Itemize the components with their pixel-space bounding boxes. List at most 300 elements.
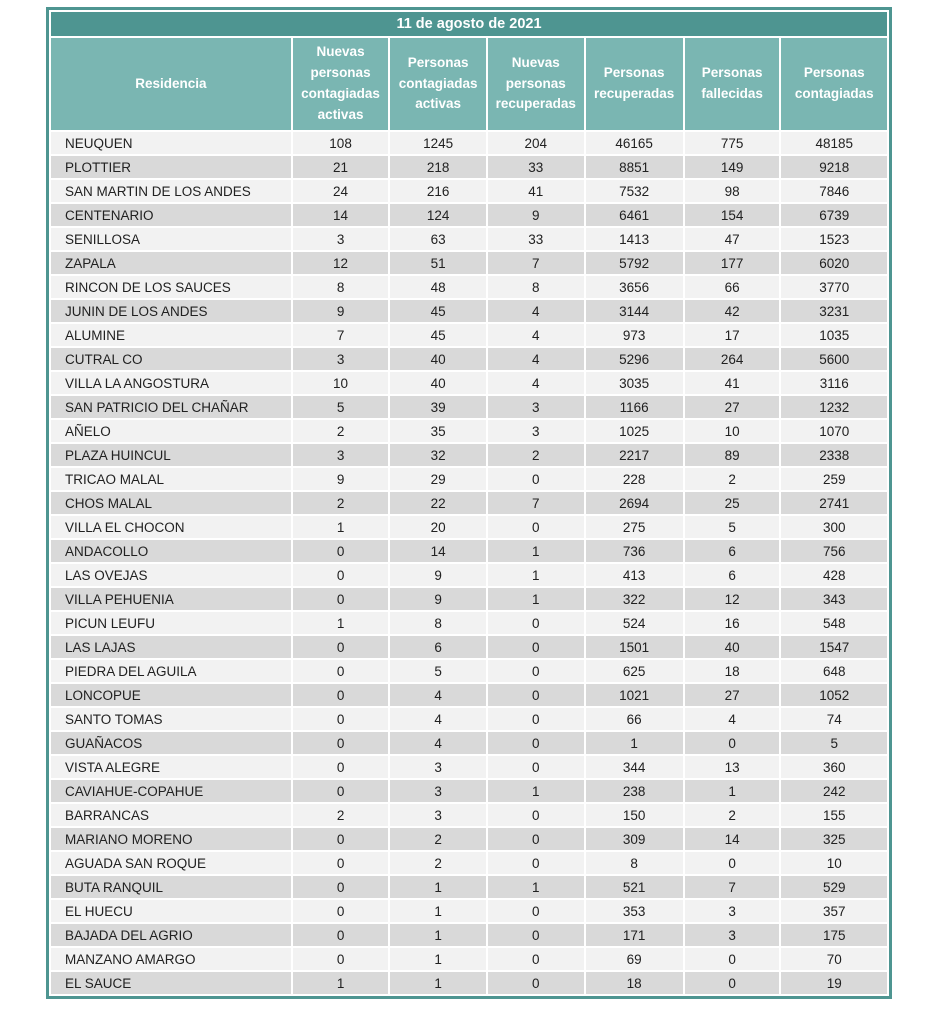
value-cell: 4 (488, 348, 584, 370)
residencia-cell: SANTO TOMAS (51, 708, 291, 730)
value-cell: 2 (488, 444, 584, 466)
value-cell: 7 (488, 492, 584, 514)
value-cell: 1501 (586, 636, 683, 658)
table-row (51, 900, 887, 922)
value-cell: 1 (390, 972, 486, 994)
residencia-cell: LONCOPUE (51, 684, 291, 706)
value-cell: 756 (781, 540, 887, 562)
residencia-cell: EL HUECU (51, 900, 291, 922)
residencia-cell: NEUQUEN (51, 132, 291, 154)
value-cell: 1 (685, 780, 780, 802)
value-cell: 1021 (586, 684, 683, 706)
residencia-cell: GUAÑACOS (51, 732, 291, 754)
value-cell: 1413 (586, 228, 683, 250)
value-cell: 1245 (390, 132, 486, 154)
value-cell: 0 (488, 636, 584, 658)
value-cell: 63 (390, 228, 486, 250)
value-cell: 0 (293, 564, 389, 586)
residencia-cell: CHOS MALAL (51, 492, 291, 514)
value-cell: 3 (390, 780, 486, 802)
value-cell: 1 (293, 516, 389, 538)
value-cell: 360 (781, 756, 887, 778)
value-cell: 9 (293, 300, 389, 322)
table-row (51, 300, 887, 322)
value-cell: 4 (390, 708, 486, 730)
value-cell: 0 (488, 900, 584, 922)
value-cell: 7532 (586, 180, 683, 202)
value-cell: 4 (685, 708, 780, 730)
value-cell: 1 (488, 588, 584, 610)
value-cell: 3 (685, 924, 780, 946)
value-cell: 2 (685, 468, 780, 490)
column-header-personas-contagiadas-activas: Personas contagiadas activas (390, 38, 486, 130)
value-cell: 1035 (781, 324, 887, 346)
residencia-cell: BAJADA DEL AGRIO (51, 924, 291, 946)
value-cell: 124 (390, 204, 486, 226)
value-cell: 5600 (781, 348, 887, 370)
value-cell: 13 (685, 756, 780, 778)
value-cell: 0 (293, 852, 389, 874)
value-cell: 1 (390, 900, 486, 922)
table-row (51, 180, 887, 202)
residencia-cell: SENILLOSA (51, 228, 291, 250)
residencia-cell: TRICAO MALAL (51, 468, 291, 490)
table-body (51, 132, 887, 994)
residencia-cell: ANDACOLLO (51, 540, 291, 562)
value-cell: 2 (390, 828, 486, 850)
residencia-cell: ZAPALA (51, 252, 291, 274)
value-cell: 1166 (586, 396, 683, 418)
value-cell: 19 (781, 972, 887, 994)
residencia-cell: SAN MARTIN DE LOS ANDES (51, 180, 291, 202)
value-cell: 48 (390, 276, 486, 298)
value-cell: 3 (293, 348, 389, 370)
value-cell: 6 (685, 540, 780, 562)
column-header-personas-contagiadas: Personas contagiadas (781, 38, 887, 130)
value-cell: 0 (685, 732, 780, 754)
value-cell: 3 (488, 396, 584, 418)
value-cell: 40 (685, 636, 780, 658)
value-cell: 154 (685, 204, 780, 226)
table-row (51, 132, 887, 154)
value-cell: 6461 (586, 204, 683, 226)
value-cell: 3035 (586, 372, 683, 394)
value-cell: 1 (293, 612, 389, 634)
value-cell: 5792 (586, 252, 683, 274)
value-cell: 21 (293, 156, 389, 178)
residencia-cell: AÑELO (51, 420, 291, 442)
value-cell: 42 (685, 300, 780, 322)
value-cell: 9 (293, 468, 389, 490)
value-cell: 3770 (781, 276, 887, 298)
table-row (51, 756, 887, 778)
value-cell: 40 (390, 348, 486, 370)
table-row (51, 588, 887, 610)
value-cell: 0 (293, 588, 389, 610)
value-cell: 150 (586, 804, 683, 826)
value-cell: 14 (390, 540, 486, 562)
value-cell: 3231 (781, 300, 887, 322)
residencia-cell: MARIANO MORENO (51, 828, 291, 850)
value-cell: 275 (586, 516, 683, 538)
residencia-cell: CUTRAL CO (51, 348, 291, 370)
residencia-cell: CENTENARIO (51, 204, 291, 226)
residencia-cell: PLOTTIER (51, 156, 291, 178)
value-cell: 3 (293, 228, 389, 250)
value-cell: 0 (488, 660, 584, 682)
value-cell: 171 (586, 924, 683, 946)
value-cell: 242 (781, 780, 887, 802)
value-cell: 524 (586, 612, 683, 634)
report-date-title: 11 de agosto de 2021 (51, 12, 887, 36)
value-cell: 3 (685, 900, 780, 922)
value-cell: 2741 (781, 492, 887, 514)
value-cell: 89 (685, 444, 780, 466)
column-header-residencia: Residencia (51, 38, 291, 130)
value-cell: 4 (488, 324, 584, 346)
value-cell: 20 (390, 516, 486, 538)
value-cell: 1052 (781, 684, 887, 706)
value-cell: 108 (293, 132, 389, 154)
table-row (51, 252, 887, 274)
value-cell: 8851 (586, 156, 683, 178)
value-cell: 0 (488, 924, 584, 946)
table-row (51, 348, 887, 370)
value-cell: 4 (390, 732, 486, 754)
value-cell: 33 (488, 228, 584, 250)
value-cell: 2 (293, 492, 389, 514)
table-row (51, 972, 887, 994)
value-cell: 228 (586, 468, 683, 490)
value-cell: 0 (488, 708, 584, 730)
residencia-cell: AGUADA SAN ROQUE (51, 852, 291, 874)
value-cell: 3116 (781, 372, 887, 394)
value-cell: 2 (685, 804, 780, 826)
value-cell: 12 (293, 252, 389, 274)
table-row (51, 852, 887, 874)
residencia-cell: CAVIAHUE-COPAHUE (51, 780, 291, 802)
residencia-cell: PLAZA HUINCUL (51, 444, 291, 466)
value-cell: 322 (586, 588, 683, 610)
value-cell: 8 (390, 612, 486, 634)
value-cell: 7 (488, 252, 584, 274)
value-cell: 259 (781, 468, 887, 490)
column-header-nuevas-personas-recuperadas: Nuevas personas recuperadas (488, 38, 584, 130)
value-cell: 6020 (781, 252, 887, 274)
value-cell: 45 (390, 300, 486, 322)
value-cell: 7 (685, 876, 780, 898)
value-cell: 6739 (781, 204, 887, 226)
value-cell: 309 (586, 828, 683, 850)
value-cell: 7846 (781, 180, 887, 202)
value-cell: 0 (488, 732, 584, 754)
value-cell: 0 (293, 732, 389, 754)
value-cell: 0 (488, 948, 584, 970)
residencia-cell: BUTA RANQUIL (51, 876, 291, 898)
value-cell: 5 (685, 516, 780, 538)
value-cell: 3144 (586, 300, 683, 322)
value-cell: 1523 (781, 228, 887, 250)
value-cell: 1 (488, 876, 584, 898)
table-row (51, 876, 887, 898)
value-cell: 74 (781, 708, 887, 730)
residencia-cell: PIEDRA DEL AGUILA (51, 660, 291, 682)
title-band-row (51, 12, 887, 36)
value-cell: 5296 (586, 348, 683, 370)
value-cell: 264 (685, 348, 780, 370)
value-cell: 2 (293, 420, 389, 442)
residencia-cell: RINCON DE LOS SAUCES (51, 276, 291, 298)
value-cell: 16 (685, 612, 780, 634)
value-cell: 0 (293, 636, 389, 658)
covid-cases-table (46, 7, 892, 999)
value-cell: 25 (685, 492, 780, 514)
table-row (51, 780, 887, 802)
residencia-cell: LAS OVEJAS (51, 564, 291, 586)
value-cell: 1070 (781, 420, 887, 442)
value-cell: 155 (781, 804, 887, 826)
value-cell: 8 (586, 852, 683, 874)
value-cell: 46165 (586, 132, 683, 154)
residencia-cell: VISTA ALEGRE (51, 756, 291, 778)
value-cell: 3 (293, 444, 389, 466)
residencia-cell: VILLA LA ANGOSTURA (51, 372, 291, 394)
value-cell: 8 (488, 276, 584, 298)
value-cell: 4 (488, 300, 584, 322)
residencia-cell: LAS LAJAS (51, 636, 291, 658)
value-cell: 2 (293, 804, 389, 826)
value-cell: 2 (390, 852, 486, 874)
value-cell: 344 (586, 756, 683, 778)
value-cell: 625 (586, 660, 683, 682)
value-cell: 0 (488, 612, 584, 634)
value-cell: 18 (685, 660, 780, 682)
value-cell: 0 (293, 924, 389, 946)
value-cell: 48185 (781, 132, 887, 154)
value-cell: 7 (293, 324, 389, 346)
value-cell: 3 (390, 804, 486, 826)
value-cell: 238 (586, 780, 683, 802)
value-cell: 775 (685, 132, 780, 154)
table-row (51, 804, 887, 826)
value-cell: 4 (390, 684, 486, 706)
value-cell: 1 (488, 540, 584, 562)
value-cell: 41 (488, 180, 584, 202)
value-cell: 529 (781, 876, 887, 898)
value-cell: 0 (685, 972, 780, 994)
value-cell: 0 (488, 516, 584, 538)
table-row (51, 444, 887, 466)
table-row (51, 828, 887, 850)
value-cell: 1232 (781, 396, 887, 418)
value-cell: 10 (293, 372, 389, 394)
value-cell: 0 (488, 852, 584, 874)
table-row (51, 420, 887, 442)
value-cell: 300 (781, 516, 887, 538)
value-cell: 736 (586, 540, 683, 562)
table-row (51, 324, 887, 346)
value-cell: 98 (685, 180, 780, 202)
value-cell: 27 (685, 396, 780, 418)
value-cell: 8 (293, 276, 389, 298)
value-cell: 40 (390, 372, 486, 394)
value-cell: 413 (586, 564, 683, 586)
table-row (51, 468, 887, 490)
table-row (51, 732, 887, 754)
table-row (51, 516, 887, 538)
value-cell: 216 (390, 180, 486, 202)
value-cell: 1 (488, 780, 584, 802)
value-cell: 10 (781, 852, 887, 874)
value-cell: 10 (685, 420, 780, 442)
table-row (51, 276, 887, 298)
value-cell: 0 (293, 756, 389, 778)
value-cell: 12 (685, 588, 780, 610)
value-cell: 0 (293, 540, 389, 562)
table-row (51, 156, 887, 178)
value-cell: 1 (390, 924, 486, 946)
residencia-cell: ALUMINE (51, 324, 291, 346)
value-cell: 9 (488, 204, 584, 226)
column-header-personas-fallecidas: Personas fallecidas (685, 38, 780, 130)
table-row (51, 684, 887, 706)
table-row (51, 228, 887, 250)
value-cell: 0 (293, 876, 389, 898)
value-cell: 66 (685, 276, 780, 298)
value-cell: 45 (390, 324, 486, 346)
column-header-personas-recuperadas: Personas recuperadas (586, 38, 683, 130)
column-header-nuevas-personas-contagiadas-activas: Nuevas personas contagiadas activas (293, 38, 389, 130)
value-cell: 70 (781, 948, 887, 970)
value-cell: 9 (390, 588, 486, 610)
value-cell: 14 (293, 204, 389, 226)
value-cell: 648 (781, 660, 887, 682)
value-cell: 1547 (781, 636, 887, 658)
table-row (51, 924, 887, 946)
residencia-cell: VILLA PEHUENIA (51, 588, 291, 610)
value-cell: 51 (390, 252, 486, 274)
value-cell: 1 (293, 972, 389, 994)
value-cell: 0 (293, 660, 389, 682)
value-cell: 3 (488, 420, 584, 442)
value-cell: 0 (293, 828, 389, 850)
value-cell: 1 (390, 876, 486, 898)
residencia-cell: PICUN LEUFU (51, 612, 291, 634)
table-row (51, 708, 887, 730)
table-row (51, 564, 887, 586)
value-cell: 35 (390, 420, 486, 442)
value-cell: 2694 (586, 492, 683, 514)
table-row (51, 540, 887, 562)
table-head (51, 12, 887, 130)
table-row (51, 660, 887, 682)
value-cell: 0 (293, 948, 389, 970)
value-cell: 175 (781, 924, 887, 946)
table-row (51, 204, 887, 226)
value-cell: 204 (488, 132, 584, 154)
residencia-cell: SAN PATRICIO DEL CHAÑAR (51, 396, 291, 418)
value-cell: 343 (781, 588, 887, 610)
residencia-cell: MANZANO AMARGO (51, 948, 291, 970)
value-cell: 18 (586, 972, 683, 994)
value-cell: 1 (488, 564, 584, 586)
value-cell: 1025 (586, 420, 683, 442)
value-cell: 0 (488, 756, 584, 778)
value-cell: 428 (781, 564, 887, 586)
value-cell: 0 (685, 852, 780, 874)
value-cell: 0 (488, 972, 584, 994)
value-cell: 0 (293, 708, 389, 730)
value-cell: 325 (781, 828, 887, 850)
value-cell: 17 (685, 324, 780, 346)
value-cell: 41 (685, 372, 780, 394)
value-cell: 0 (488, 468, 584, 490)
column-header-row (51, 38, 887, 130)
value-cell: 4 (488, 372, 584, 394)
value-cell: 0 (293, 780, 389, 802)
value-cell: 149 (685, 156, 780, 178)
value-cell: 2338 (781, 444, 887, 466)
value-cell: 2217 (586, 444, 683, 466)
value-cell: 3656 (586, 276, 683, 298)
value-cell: 69 (586, 948, 683, 970)
value-cell: 0 (488, 828, 584, 850)
residencia-cell: EL SAUCE (51, 972, 291, 994)
value-cell: 24 (293, 180, 389, 202)
table-row (51, 492, 887, 514)
value-cell: 47 (685, 228, 780, 250)
value-cell: 66 (586, 708, 683, 730)
value-cell: 32 (390, 444, 486, 466)
value-cell: 353 (586, 900, 683, 922)
value-cell: 14 (685, 828, 780, 850)
value-cell: 0 (293, 684, 389, 706)
value-cell: 5 (390, 660, 486, 682)
value-cell: 548 (781, 612, 887, 634)
value-cell: 357 (781, 900, 887, 922)
value-cell: 521 (586, 876, 683, 898)
table-row (51, 372, 887, 394)
value-cell: 0 (488, 804, 584, 826)
value-cell: 0 (293, 900, 389, 922)
value-cell: 218 (390, 156, 486, 178)
value-cell: 6 (390, 636, 486, 658)
value-cell: 1 (586, 732, 683, 754)
value-cell: 6 (685, 564, 780, 586)
value-cell: 33 (488, 156, 584, 178)
value-cell: 39 (390, 396, 486, 418)
value-cell: 29 (390, 468, 486, 490)
residencia-cell: BARRANCAS (51, 804, 291, 826)
value-cell: 27 (685, 684, 780, 706)
value-cell: 9218 (781, 156, 887, 178)
value-cell: 5 (781, 732, 887, 754)
table-row (51, 396, 887, 418)
value-cell: 3 (390, 756, 486, 778)
value-cell: 0 (685, 948, 780, 970)
value-cell: 5 (293, 396, 389, 418)
value-cell: 973 (586, 324, 683, 346)
residencia-cell: JUNIN DE LOS ANDES (51, 300, 291, 322)
table-row (51, 612, 887, 634)
value-cell: 9 (390, 564, 486, 586)
residencia-cell: VILLA EL CHOCON (51, 516, 291, 538)
table-row (51, 948, 887, 970)
value-cell: 22 (390, 492, 486, 514)
value-cell: 0 (488, 684, 584, 706)
value-cell: 177 (685, 252, 780, 274)
table-row (51, 636, 887, 658)
